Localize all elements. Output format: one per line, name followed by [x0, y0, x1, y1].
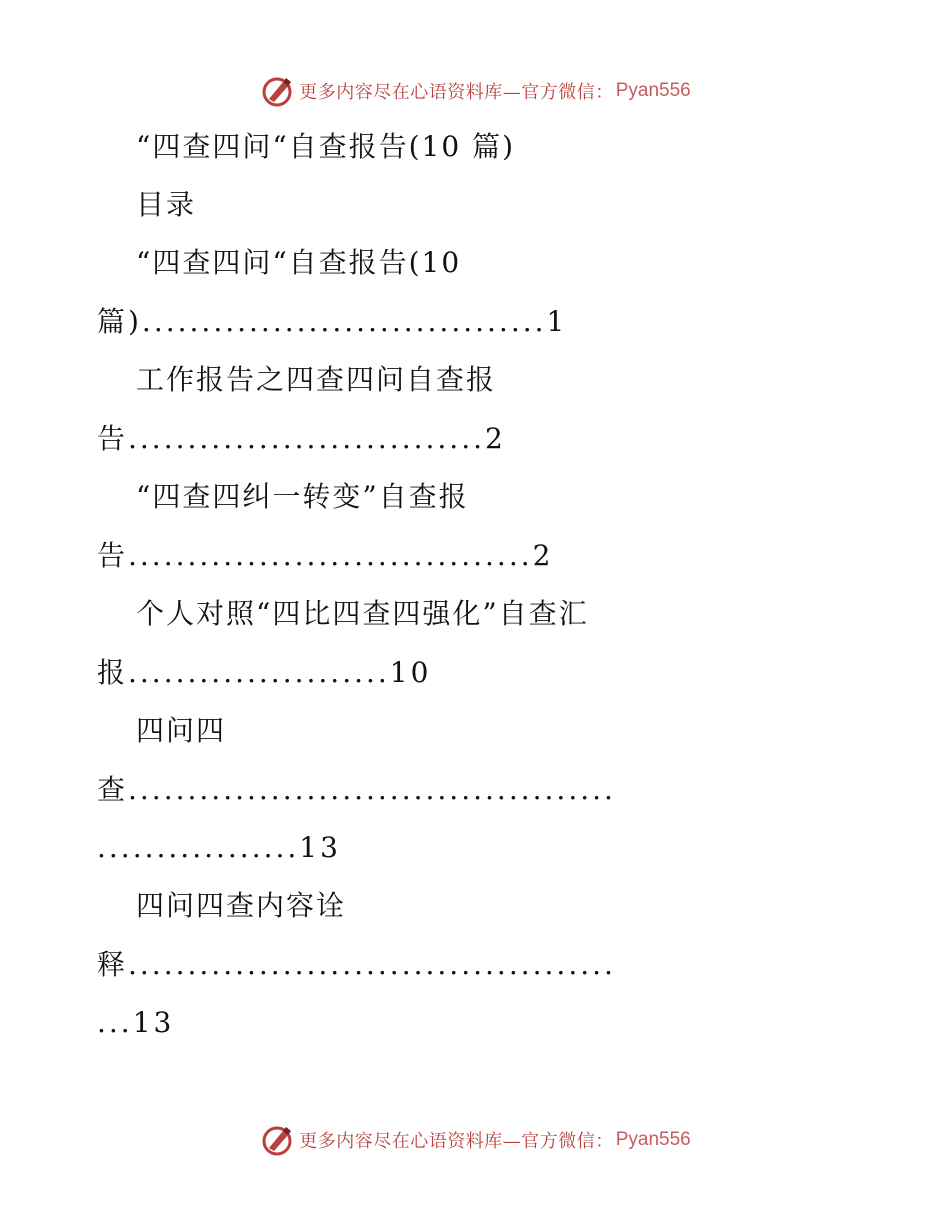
toc-entry-4-leader: 报......................10 [97, 656, 432, 689]
pen-logo-icon [259, 1122, 295, 1158]
banner-wechat-id: Pyan556 [615, 1129, 691, 1150]
toc-heading: 目录 [136, 188, 197, 221]
toc-entry-6-leader-cont: ...13 [97, 1006, 175, 1039]
toc-entry-5-leader-cont: .................13 [97, 831, 341, 864]
header-banner [0, 71, 950, 111]
toc-entry-5-title: 四问四 [136, 714, 227, 747]
pen-logo-icon [259, 73, 295, 109]
toc-entry-6-leader: 释......................................... [97, 948, 616, 981]
toc-entry-6-title: 四问四查内容诠 [136, 889, 347, 922]
toc-entry-1-title: “四查四问“自查报告(10 [136, 246, 462, 279]
toc-entry-1-leader: 篇)..................................1 [97, 305, 568, 338]
document-title: “四查四问“自查报告(10 篇) [136, 130, 516, 163]
banner-wechat-id: Pyan556 [615, 80, 691, 101]
footer-banner [0, 1120, 950, 1160]
toc-entry-2-title: 工作报告之四查四问自查报 [136, 363, 497, 396]
toc-entry-5-leader: 查......................................... [97, 773, 616, 806]
toc-entry-3-title: “四查四纠一转变”自查报 [136, 480, 469, 513]
toc-entry-3-leader: 告..................................2 [97, 539, 554, 572]
banner-text: 更多内容尽在心语资料库—官方微信： [299, 1131, 614, 1152]
toc-entry-4-title: 个人对照“四比四查四强化”自查汇 [136, 597, 589, 630]
banner-text: 更多内容尽在心语资料库—官方微信： [299, 82, 614, 103]
toc-entry-2-leader: 告..............................2 [97, 422, 506, 455]
